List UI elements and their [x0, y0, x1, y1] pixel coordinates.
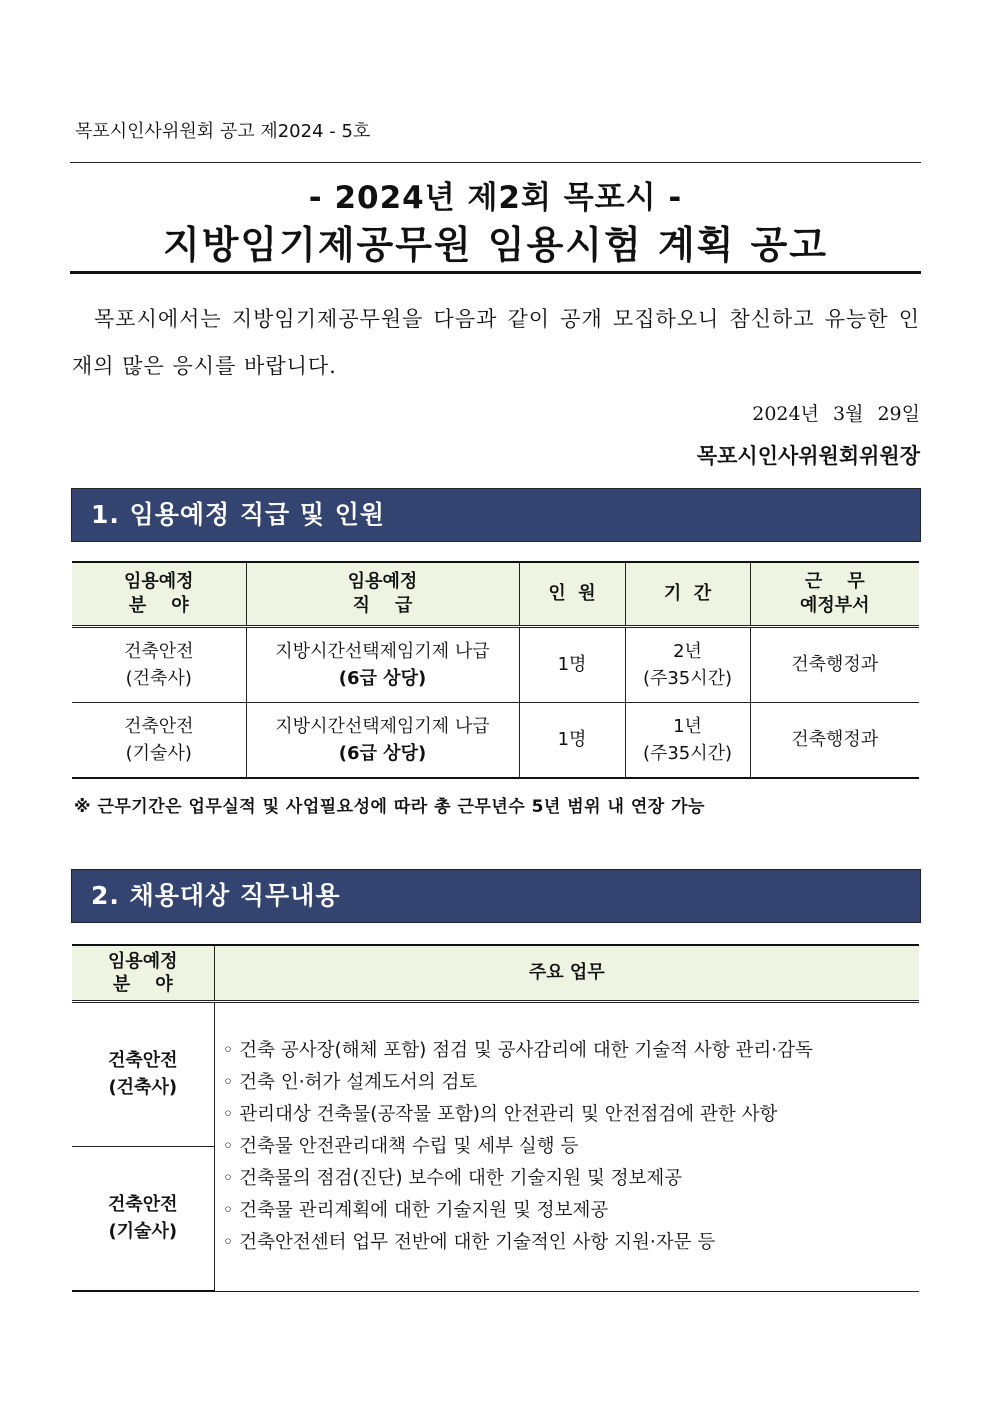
header-field: 임용예정 분 야: [72, 945, 214, 1001]
duties-cell: [214, 1001, 919, 1291]
grade-cell: 지방시간선택제임기제 나급 (6급 상당): [246, 626, 519, 702]
header-dept: 근 무 예정부서: [750, 562, 919, 626]
section-2-heading: 2. 채용대상 직무내용: [71, 869, 921, 923]
period-cell: 2년 (주35시간): [625, 626, 750, 702]
header-period: 기 간: [625, 562, 750, 626]
duty-item: ◦ 건축물 안전관리대책 수립 및 세부 실행 등: [222, 1135, 579, 1157]
title-rule: [70, 271, 921, 274]
field-cell: 건축안전 (건축사): [72, 1001, 214, 1146]
dept-cell: 건축행정과: [750, 626, 919, 702]
intro-paragraph: 목포시에서는 지방임기제공무원을 다음과 같이 공개 모집하오니 참신하고 유능한 인재의 많은 응시를 바랍니다.: [72, 307, 920, 378]
top-rule: [70, 162, 921, 163]
header-duties: 주요 업무: [214, 945, 919, 1001]
header-grade: 임용예정 직 급: [246, 562, 519, 626]
title-line-1: - 2024년 제2회 목포시 -: [308, 180, 683, 216]
count-cell: 1명: [519, 702, 625, 778]
duty-item: ◦ 건축 인·허가 설계도서의 검토: [222, 1071, 478, 1093]
title-line-2: 지방임기제공무원 임용시험 계획 공고: [162, 223, 829, 267]
field-cell: 건축안전 (기술사): [72, 702, 246, 778]
field-cell: 건축안전 (건축사): [72, 626, 246, 702]
header-count: 인 원: [519, 562, 625, 626]
table-header-row: [72, 562, 919, 626]
period-cell: 1년 (주35시간): [625, 702, 750, 778]
extension-note: ※ 근무기간은 업무실적 및 사업필요성에 따라 총 근무년수 5년 범위 내 연장 가능: [74, 797, 705, 817]
dept-cell: 건축행정과: [750, 702, 919, 778]
notice-number: 목포시인사위원회 공고 제2024 - 5호: [75, 121, 371, 142]
duty-item: ◦ 건축안전센터 업무 전반에 대한 기술적인 사항 지원·자문 등: [222, 1231, 716, 1253]
table-row: [72, 1001, 919, 1146]
notice-date: 2024년 3월 29일: [752, 403, 920, 425]
duties-table: [72, 944, 919, 1292]
count-cell: 1명: [519, 626, 625, 702]
signer: 목포시인사위원회위원장: [696, 444, 920, 468]
duty-item: ◦ 관리대상 건축물(공작물 포함)의 안전관리 및 안전점검에 관한 사항: [222, 1103, 778, 1125]
table-row: [72, 626, 919, 702]
header-field: 임용예정 분 야: [72, 562, 246, 626]
positions-table: [72, 561, 919, 779]
table-header-row: [72, 945, 919, 1001]
field-cell: 건축안전 (기술사): [72, 1146, 214, 1291]
duty-item: ◦ 건축 공사장(해체 포함) 점검 및 공사감리에 대한 기술적 사항 관리·감독: [222, 1039, 813, 1061]
section-1-heading: 1. 임용예정 직급 및 인원: [71, 488, 921, 542]
table-row: [72, 702, 919, 778]
duty-item: ◦ 건축물의 점검(진단) 보수에 대한 기술지원 및 정보제공: [222, 1167, 683, 1189]
grade-cell: 지방시간선택제임기제 나급 (6급 상당): [246, 702, 519, 778]
duty-item: ◦ 건축물 관리계획에 대한 기술지원 및 정보제공: [222, 1199, 609, 1221]
